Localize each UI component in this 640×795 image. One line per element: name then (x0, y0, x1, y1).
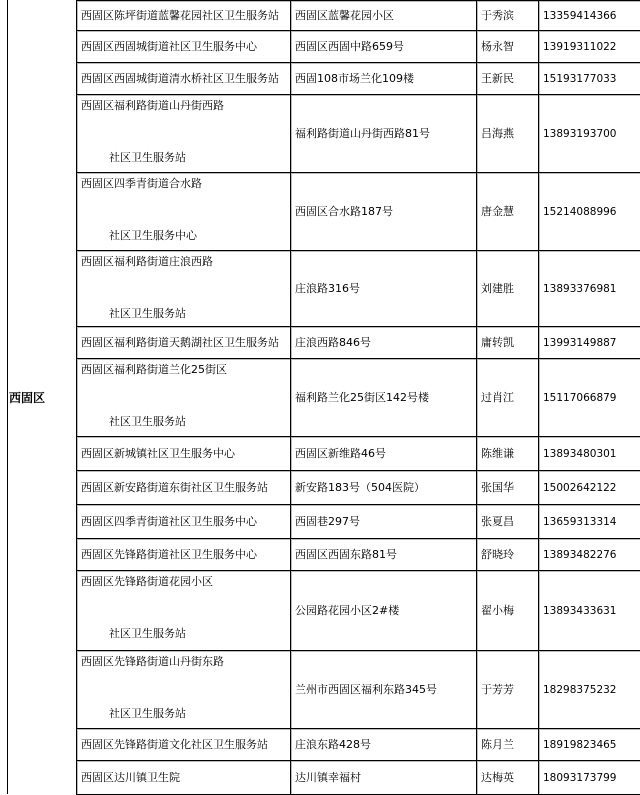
address-cell: 公园路花园小区2#楼 (291, 571, 477, 651)
clinic-name-line1: 西固区先锋路街道花园小区 (81, 575, 286, 589)
clinic-name-cell: 西固区先锋路街道社区卫生服务中心 (77, 539, 291, 571)
table-row (77, 173, 640, 251)
address-cell: 西固巷297号 (291, 505, 477, 539)
address-cell: 达川镇幸福村 (291, 761, 477, 795)
table-row (77, 437, 640, 471)
address-cell: 西固108市场兰化109楼 (291, 63, 477, 95)
table-row (77, 63, 640, 95)
clinic-name-cell (77, 359, 291, 437)
phone-cell: 13919311022 (539, 31, 640, 63)
clinic-table (76, 0, 640, 795)
clinic-name-cell (77, 251, 291, 327)
table-row (77, 327, 640, 359)
address-cell: 福利路兰化25街区142号楼 (291, 359, 477, 437)
phone-cell: 18919823465 (539, 729, 640, 761)
address-cell: 庄浪路316号 (291, 251, 477, 327)
region-label: 西固区 (9, 389, 45, 406)
clinic-name-cell (77, 651, 291, 729)
contact-person-cell: 张国华 (477, 471, 539, 505)
contact-person-cell: 陈维谦 (477, 437, 539, 471)
phone-cell: 18093173799 (539, 761, 640, 795)
contact-person-cell: 舒晓玲 (477, 539, 539, 571)
clinic-name-cell: 西固区达川镇卫生院 (77, 761, 291, 795)
contact-person-cell: 过肖江 (477, 359, 539, 437)
contact-person-cell: 陈月兰 (477, 729, 539, 761)
clinic-name-line2: 社区卫生服务站 (81, 307, 286, 321)
contact-person-cell: 翟小梅 (477, 571, 539, 651)
clinic-name-line2: 社区卫生服务站 (81, 415, 286, 429)
clinic-name-cell: 西固区四季青街道社区卫生服务中心 (77, 505, 291, 539)
table-row (77, 471, 640, 505)
clinic-name-cell: 西固区陈坪街道蓝馨花园社区卫生服务站 (77, 1, 291, 31)
contact-person-cell: 吕海燕 (477, 95, 539, 173)
clinic-name-cell (77, 95, 291, 173)
address-cell: 兰州市西固区福利东路345号 (291, 651, 477, 729)
clinic-name-cell: 西固区新安路街道东街社区卫生服务站 (77, 471, 291, 505)
clinic-name-line1: 西固区先锋路街道山丹街东路 (81, 655, 286, 669)
table-row (77, 539, 640, 571)
phone-cell: 13893376981 (539, 251, 640, 327)
table-row (77, 95, 640, 173)
phone-cell: 15193177033 (539, 63, 640, 95)
clinic-name-line1: 西固区四季青街道合水路 (81, 177, 286, 191)
table-row (77, 761, 640, 795)
address-cell: 庄浪东路428号 (291, 729, 477, 761)
contact-person-cell: 王新民 (477, 63, 539, 95)
phone-cell: 15002642122 (539, 471, 640, 505)
clinic-name-line1: 西固区福利路街道山丹街西路 (81, 99, 286, 113)
phone-cell: 15214088996 (539, 173, 640, 251)
clinic-name-cell: 西固区福利路街道天鹅湖社区卫生服务站 (77, 327, 291, 359)
contact-person-cell: 于秀滨 (477, 1, 539, 31)
contact-person-cell: 刘建胜 (477, 251, 539, 327)
clinic-name-cell: 西固区西固城街道社区卫生服务中心 (77, 31, 291, 63)
address-cell: 新安路183号（504医院） (291, 471, 477, 505)
contact-person-cell: 于芳芳 (477, 651, 539, 729)
table-row (77, 651, 640, 729)
address-cell: 西固区合水路187号 (291, 173, 477, 251)
clinic-name-line2: 社区卫生服务站 (81, 707, 286, 721)
address-cell: 西固区西固东路81号 (291, 539, 477, 571)
table-row (77, 505, 640, 539)
address-cell: 西固区新维路46号 (291, 437, 477, 471)
address-cell: 庄浪西路846号 (291, 327, 477, 359)
contact-person-cell: 唐金慧 (477, 173, 539, 251)
address-cell: 西固区西固中路659号 (291, 31, 477, 63)
contact-person-cell: 达梅英 (477, 761, 539, 795)
contact-person-cell: 杨永智 (477, 31, 539, 63)
phone-cell: 18298375232 (539, 651, 640, 729)
clinic-name-cell: 西固区西固城街道清水桥社区卫生服务站 (77, 63, 291, 95)
clinic-name-line2: 社区卫生服务站 (81, 627, 286, 641)
phone-cell: 13659313314 (539, 505, 640, 539)
table-row (77, 571, 640, 651)
clinic-name-line2: 社区卫生服务中心 (81, 229, 286, 243)
table-row (77, 729, 640, 761)
table-row (77, 251, 640, 327)
address-cell: 福利路街道山丹街西路81号 (291, 95, 477, 173)
table-row (77, 1, 640, 31)
clinic-name-cell (77, 173, 291, 251)
phone-cell: 15117066879 (539, 359, 640, 437)
phone-cell: 13359414366 (539, 1, 640, 31)
phone-cell: 13893433631 (539, 571, 640, 651)
address-cell: 西固区蓝馨花园小区 (291, 1, 477, 31)
clinic-name-line2: 社区卫生服务站 (81, 151, 286, 165)
phone-cell: 13993149887 (539, 327, 640, 359)
table-row (77, 359, 640, 437)
phone-cell: 13893482276 (539, 539, 640, 571)
table-row (77, 31, 640, 63)
clinic-name-line1: 西固区福利路街道兰化25街区 (81, 363, 286, 377)
clinic-name-cell (77, 571, 291, 651)
clinic-name-cell: 西固区新城镇社区卫生服务中心 (77, 437, 291, 471)
clinic-name-line1: 西固区福利路街道庄浪西路 (81, 255, 286, 269)
phone-cell: 13893193700 (539, 95, 640, 173)
contact-person-cell: 庸转凯 (477, 327, 539, 359)
contact-person-cell: 张夏昌 (477, 505, 539, 539)
clinic-name-cell: 西固区先锋路街道文化社区卫生服务站 (77, 729, 291, 761)
phone-cell: 13893480301 (539, 437, 640, 471)
clinic-table-body (77, 1, 640, 795)
region-cell (8, 0, 76, 794)
